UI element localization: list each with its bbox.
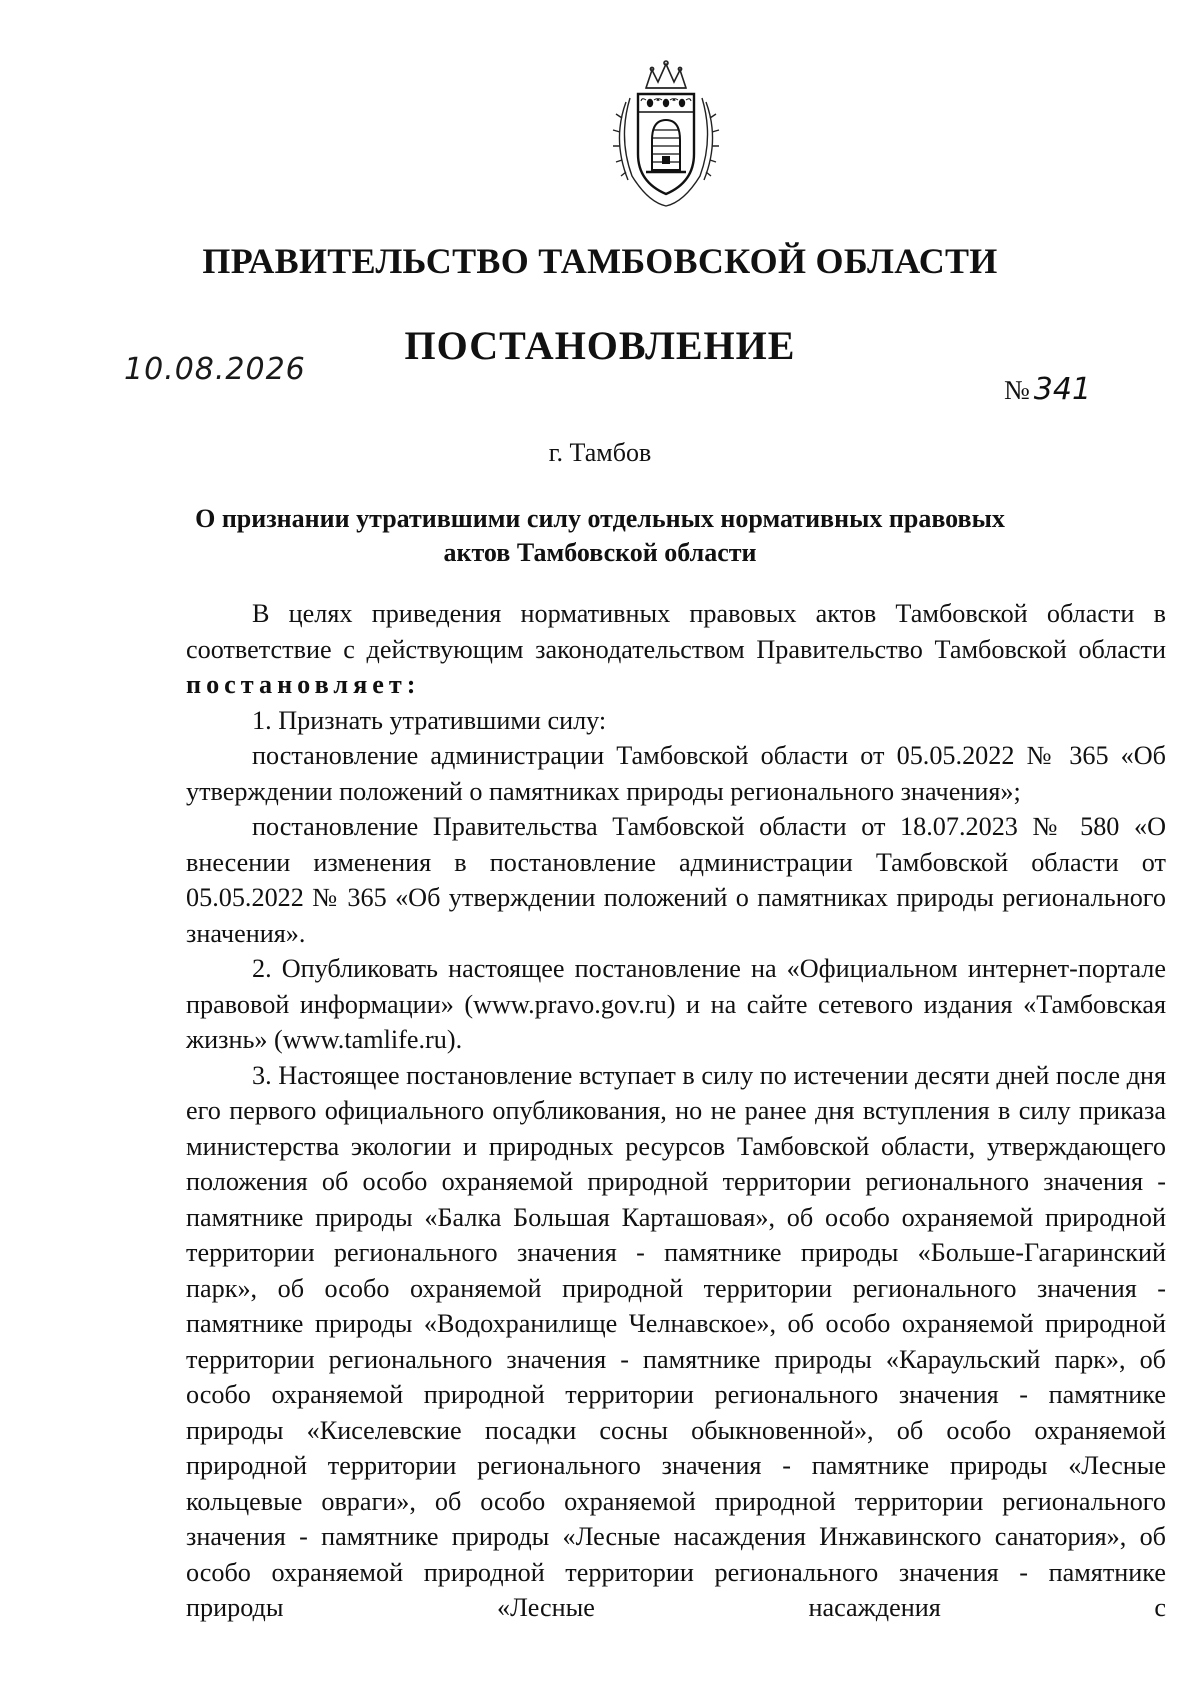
preamble-paragraph — [186, 596, 1166, 703]
item-1: 1. Признать утратившими силу: — [252, 705, 607, 735]
number-sign: № — [1004, 375, 1030, 405]
document-number — [1004, 372, 1091, 407]
preamble-text: В целях приведения нормативных правовых актов Тамбовской области в соответствие с действующим законодательством Правительство Тамбовской области — [186, 599, 1166, 664]
item-3: 3. Настоящее постановление вступает в силу по истечении десяти дней после дня его первого официального опубликования, но не ранее дня вступления в силу приказа министерства экологии и природных ресурсов Тамбовской области, утверждающего положения об особо охраняемой природной территории регионального значения - памятнике природы «Балка Большая Карташовая», об особо охраняемой природной территории регионального значения - памятнике природы «Больше-Гагаринский парк», об особо охраняемой природной территории регионального значения - памятнике природы «Водохранилище Челнавское», об особо охраняемой природной территории регионального значения - памятнике природы «Караульский парк», об особо охраняемой природной территории регионального значения - памятнике природы «Киселевские посадки сосны обыкновенной», об особо охраняемой природной территории регионального значения - памятнике природы «Лесные кольцевые овраги», об особо охраняемой природной территории регионального значения - памятнике природы «Лесные насаждения Инжавинского санатория», об особо охраняемой природной территории регионального значения - памятнике природы «Лесные насаждения с — [186, 1060, 1166, 1622]
document-title: О признании утратившими силу отдельных нормативных правовых актов Тамбовской области — [195, 504, 1005, 567]
resolve-word: постановляет — [186, 670, 407, 699]
document-date: 10.08.2026 — [124, 352, 306, 387]
document-type: ПОСТАНОВЛЕНИЕ — [404, 323, 796, 368]
coat-of-arms-emblem — [608, 58, 724, 208]
number-value: 341 — [1033, 372, 1092, 407]
item-2: 2. Опубликовать настоящее постановление на «Официальном интернет-портале правовой информации» (www.pravo.gov.ru) и на сайте сетевого издания «Тамбовская жизнь» (www.tamlife.ru). — [186, 954, 1166, 1054]
item-1-act-b: постановление Правительства Тамбовской области от 18.07.2023 № 580 «О внесении изменения в постановление администрации Тамбовской области от 05.05.2022 № 365 «Об утверждении положений о памятниках природы регионального значения». — [186, 812, 1166, 948]
document-body — [186, 596, 1166, 1626]
resolve-colon: : — [406, 670, 416, 699]
item-1-act-a: постановление администрации Тамбовской области от 05.05.2022 № 365 «Об утверждении положений о памятниках природы регионального значения»; — [186, 741, 1166, 806]
document-city: г. Тамбов — [548, 438, 652, 467]
organization-name: ПРАВИТЕЛЬСТВО ТАМБОВСКОЙ ОБЛАСТИ — [202, 241, 998, 281]
